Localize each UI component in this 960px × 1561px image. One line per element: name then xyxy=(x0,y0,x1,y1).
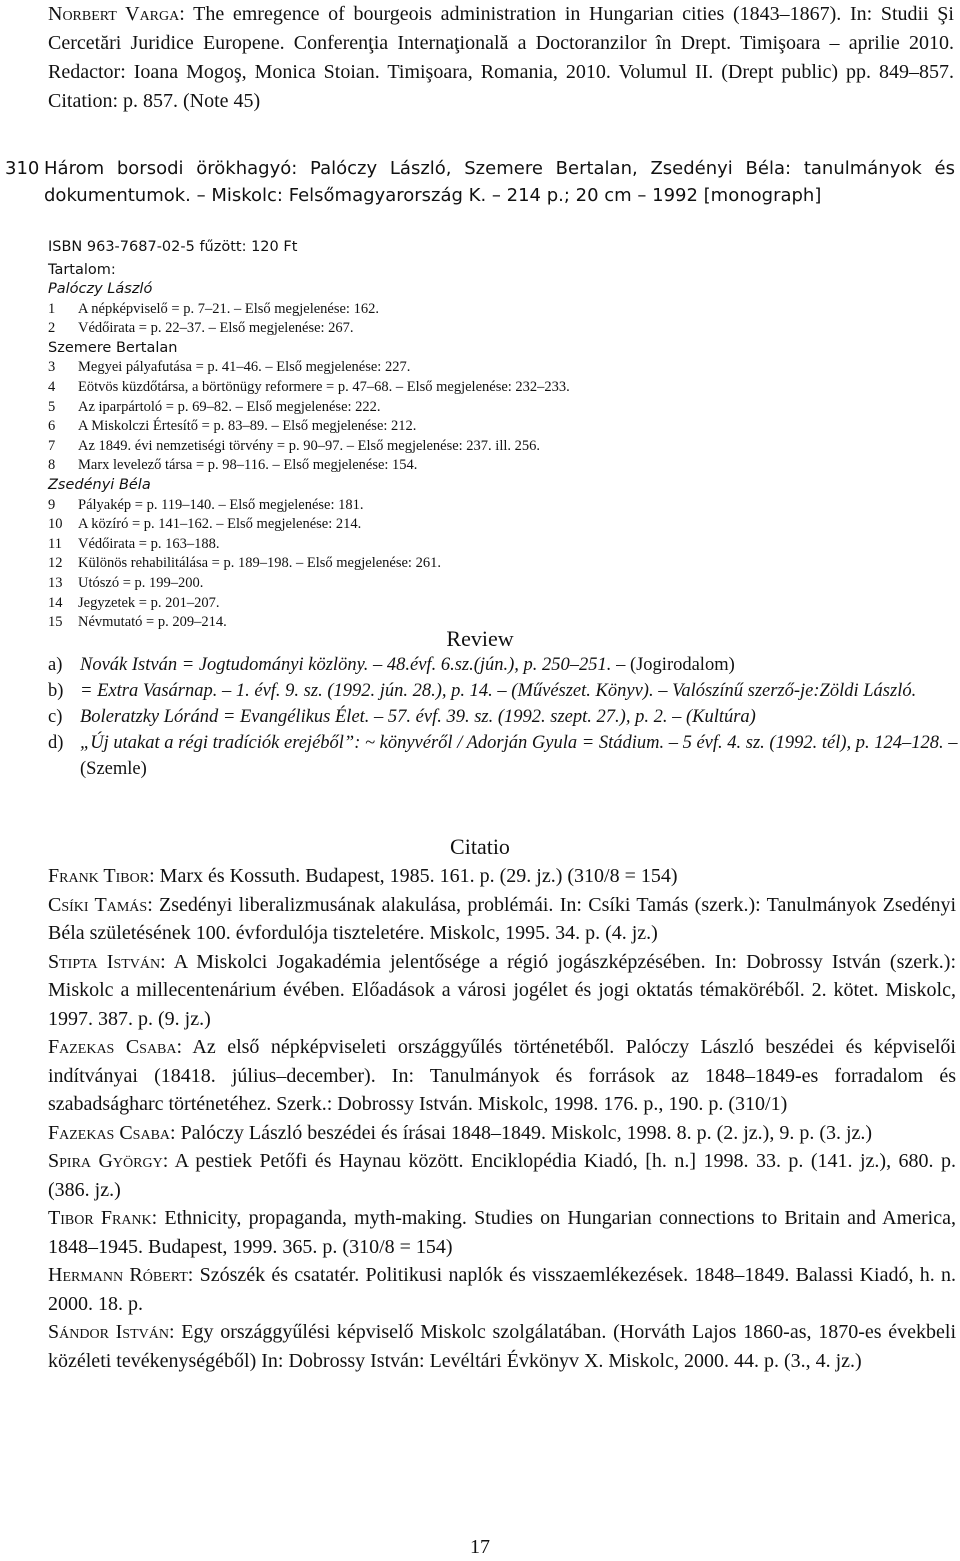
toc-item: 12 Különös rehabilitálása = p. 189–198. – Első megjelenése: 261. xyxy=(48,555,441,572)
page-number: 17 xyxy=(470,1536,490,1558)
toc-item: 10 A közíró = p. 141–162. – Első megjelenése: 214. xyxy=(48,516,362,533)
review-list xyxy=(48,652,958,782)
citatio-list xyxy=(48,862,956,1375)
top-reference-author: Norbert Varga xyxy=(48,3,180,25)
toc-item: 8 Marx levelező társa = p. 98–116. – Első megjelenése: 154. xyxy=(48,457,418,474)
toc-group-author: Palóczy László xyxy=(48,281,153,297)
table-of-contents xyxy=(48,280,748,633)
citation-item: Sándor István: Egy országgyűlési képviselő Miskolc szolgálatában. (Horváth Lajos 1860-as, 1870-es évekbeli közéleti tevékenységéből) In: Dobrossy István: Levéltári Évkönyv X. Miskolc, 2000. 44. p. (3., 4. jz.) xyxy=(48,1321,957,1372)
toc-item: 1 A népképviselő = p. 7–21. – Első megjelenése: 162. xyxy=(48,300,379,317)
isbn-line: ISBN 963-7687-02-5 fűzött: 120 Ft xyxy=(48,239,298,255)
citation-item: Stipta István: A Miskolci Jogakadémia jelentősége a régió jogászképzésében. In: Dobrossy István (szerk.): Miskolc a millecentenárium évében. Előadások a városi jogélet és jogi oktatás témaköréből. 2. kötet. Miskolc, 1997. 387. p. (9. jz.) xyxy=(48,950,957,1030)
review-item: d) „Új utakat a régi tradíciók erejéből”: ~ könyvéről / Adorján Gyula = Stádium. – 5 évf. 4. sz. (1992. tél), p. 124–128. – (Szemle) xyxy=(48,733,958,779)
review-item: b) = Extra Vasárnap. – 1. évf. 9. sz. (1992. jún. 28.), p. 14. – (Művészet. Könyv). – Valószínű szerző-je:Zöldi László. xyxy=(48,681,917,701)
review-item: c) Boleratzky Lóránd = Evangélikus Élet. – 57. évf. 39. sz. (1992. szept. 27.), p. 2. – (Kultúra) xyxy=(48,707,756,727)
toc-item: 4 Eötvös küzdőtársa, a börtönügy reformere = p. 47–68. – Első megjelenése: 232–233. xyxy=(48,378,570,395)
contents-label: Tartalom: xyxy=(48,262,116,278)
review-item: a) Novák István = Jogtudományi közlöny. – 48.évf. 6.sz.(jún.), p. 250–251. – (Jogirodalom) xyxy=(48,655,735,675)
entry-number: 310 xyxy=(5,158,40,179)
toc-item: 13 Utószó = p. 199–200. xyxy=(48,574,204,591)
toc-group-author: Zsedényi Béla xyxy=(48,476,151,493)
toc-item: 6 A Miskolczi Értesítő = p. 83–89. – Első megjelenése: 212. xyxy=(48,418,417,435)
toc-item: 3 Megyei pályafutása = p. 41–46. – Első megjelenése: 227. xyxy=(48,359,411,376)
toc-item: 15 Névmutató = p. 209–214. xyxy=(48,614,227,631)
review-heading: Review xyxy=(446,626,514,651)
toc-group-author: Szemere Bertalan xyxy=(48,339,178,356)
citatio-heading: Citatio xyxy=(450,834,510,859)
citation-item: Fazekas Csaba: Palóczy László beszédei és írásai 1848–1849. Miskolc, 1998. 8. p. (2. jz.), 9. p. (3. jz.) xyxy=(48,1121,873,1144)
citation-item: Hermann Róbert: Szószék és csatatér. Politikusi naplók és visszaemlékezések. 1848–1849. Balassi Kiadó, h. n. 2000. 18. p. xyxy=(48,1264,956,1315)
toc-item: 7 Az 1849. évi nemzetiségi törvény = p. 90–97. – Első megjelenése: 237. ill. 256. xyxy=(48,437,541,454)
citation-item: Tibor Frank: Ethnicity, propaganda, myth-making. Studies on Hungarian connections to Britain and America, 1848–1945. Budapest, 1999. 365. p. (310/8 = 154) xyxy=(48,1207,956,1258)
toc-item: 2 Védőirata = p. 22–37. – Első megjelenése: 267. xyxy=(48,320,354,337)
toc-item: 11 Védőirata = p. 163–188. xyxy=(48,535,220,552)
citation-item: Spira György: A pestiek Petőfi és Haynau között. Enciklopédia Kiadó, [h. n.] 1998. 33. p. (141. jz.), 680. p. (386. jz.) xyxy=(48,1150,956,1201)
toc-item: 14 Jegyzetek = p. 201–207. xyxy=(48,594,220,611)
toc-item: 9 Pályakép = p. 119–140. – Első megjelenése: 181. xyxy=(48,496,364,513)
top-reference-text: : The emregence of bourgeois administration in Hungarian cities (1843–1867). In: Studii Şi Cercetări Juridice Europene. Conferenţia Internaţională a Doctoranzilor în Drept. Timişoara – aprilie 2010. Redactor: Ioana Mogoş, Monica Stoian. Timişoara, Romania, 2010. Volumul II. (Drept public) pp. 849–857. Citation: p. 857. (Note 45) xyxy=(48,3,954,112)
citation-item: Csíki Tamás: Zsedényi liberalizmusának alakulása, problémái. In: Csíki Tamás (szerk.): Tanulmányok Zsedényi Béla születésének 100. évfordulója tiszteletére. Miskolc, 1995. 34. p. (4. jz.) xyxy=(48,893,956,944)
entry-title: Három borsodi örökhagyó: Palóczy László, Szemere Bertalan, Zsedényi Béla: tanulmányok és dokumentumok. – Miskolc: Felsőmagyarország K. – 214 p.; 20 cm – 1992 [monograph] xyxy=(44,158,955,206)
citation-item: Frank Tibor: Marx és Kossuth. Budapest, 1985. 161. p. (29. jz.) (310/8 = 154) xyxy=(48,865,678,887)
citation-item: Fazekas Csaba: Az első népképviseleti országgyűlés történetéből. Palóczy László beszédei és képviselői indítványai (18418. július–december). In: Tanulmányok és források az 1848–1849-es forradalom és szabadságharc történetéhez. Szerk.: Dobrossy István. Miskolc, 1998. 176. p., 190. p. (310/1) xyxy=(48,1036,956,1115)
top-reference xyxy=(48,0,954,116)
toc-item: 5 Az iparpártoló = p. 69–82. – Első megjelenése: 222. xyxy=(48,398,381,415)
